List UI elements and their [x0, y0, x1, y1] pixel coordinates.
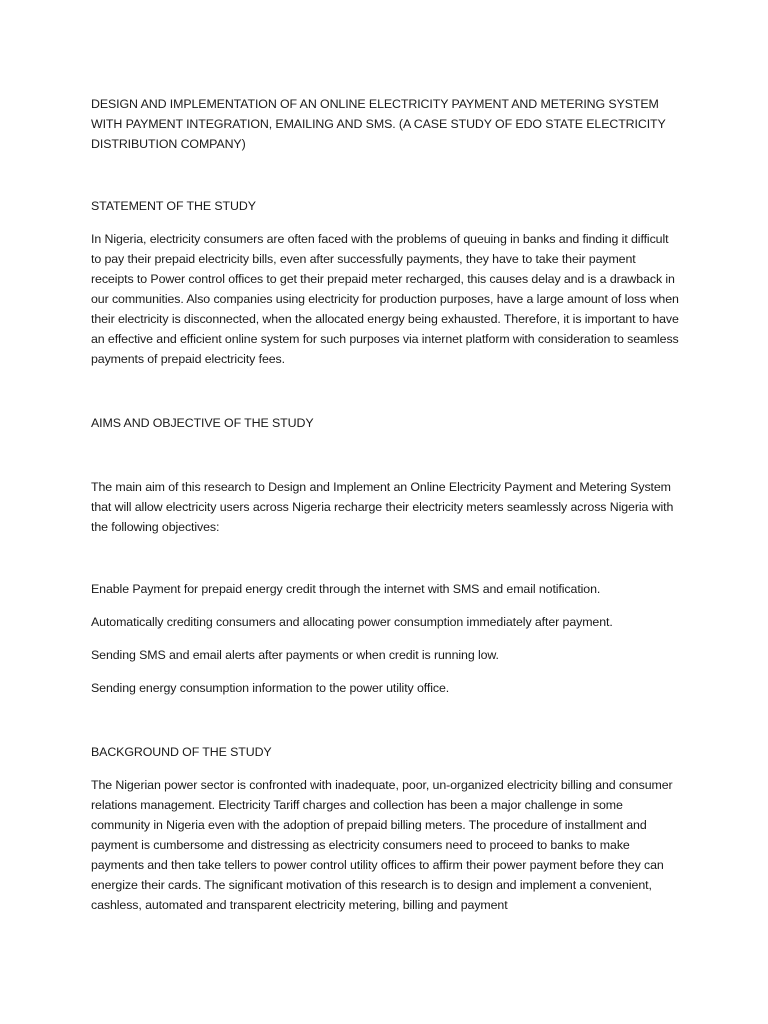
statement-paragraph: In Nigeria, electricity consumers are often faced with the problems of queuing in banks and finding it difficult to pay their prepaid electricity bills, even after successfully payments, they have to take their payment receipts to Power control offices to get their prepaid meter recharged, this causes delay and is a drawback in our communities. Also companies using electricity for production purposes, have a large amount of loss when their electricity is disconnected, when the allocated energy being exhausted. Therefore, it is important to have an effective and efficient online system for such purposes via internet platform with consideration to seamless payments of prepaid electricity fees.	[91, 232, 679, 366]
aims-heading: AIMS AND OBJECTIVE OF THE STUDY	[91, 416, 314, 430]
objective-item: Automatically crediting consumers and allocating power consumption immediately after payment.	[91, 615, 613, 629]
objective-item: Sending energy consumption information to the power utility office.	[91, 681, 450, 695]
background-paragraph: The Nigerian power sector is confronted with inadequate, poor, un-organized electricity billing and consumer relations management. Electricity Tariff charges and collection has been a major challenge in some community in Nigeria even with the adoption of prepaid billing meters. The procedure of installment and payment is cumbersome and distressing as electricity consumers need to proceed to banks to make payments and then take tellers to power control utility offices to affirm their power payment before they can energize their cards. The significant motivation of this research is to design and implement a convenient, cashless, automated and transparent electricity metering, billing and payment	[91, 778, 673, 912]
statement-heading: STATEMENT OF THE STUDY	[91, 199, 256, 213]
document-title: DESIGN AND IMPLEMENTATION OF AN ONLINE ELECTRICITY PAYMENT AND METERING SYSTEM WITH PAYMENT INTEGRATION, EMAILING AND SMS. (A CASE STUDY OF EDO STATE ELECTRICITY DISTRIBUTION COMPANY)	[91, 97, 666, 151]
aims-intro-paragraph: The main aim of this research to Design and Implement an Online Electricity Payment and Metering System that will allow electricity users across Nigeria recharge their electricity meters seamlessly across Nigeria with the following objectives:	[91, 480, 674, 534]
objective-item: Enable Payment for prepaid energy credit through the internet with SMS and email notification.	[91, 582, 601, 596]
document-page	[91, 94, 681, 959]
background-heading: BACKGROUND OF THE STUDY	[91, 745, 272, 759]
objective-item: Sending SMS and email alerts after payments or when credit is running low.	[91, 648, 499, 662]
